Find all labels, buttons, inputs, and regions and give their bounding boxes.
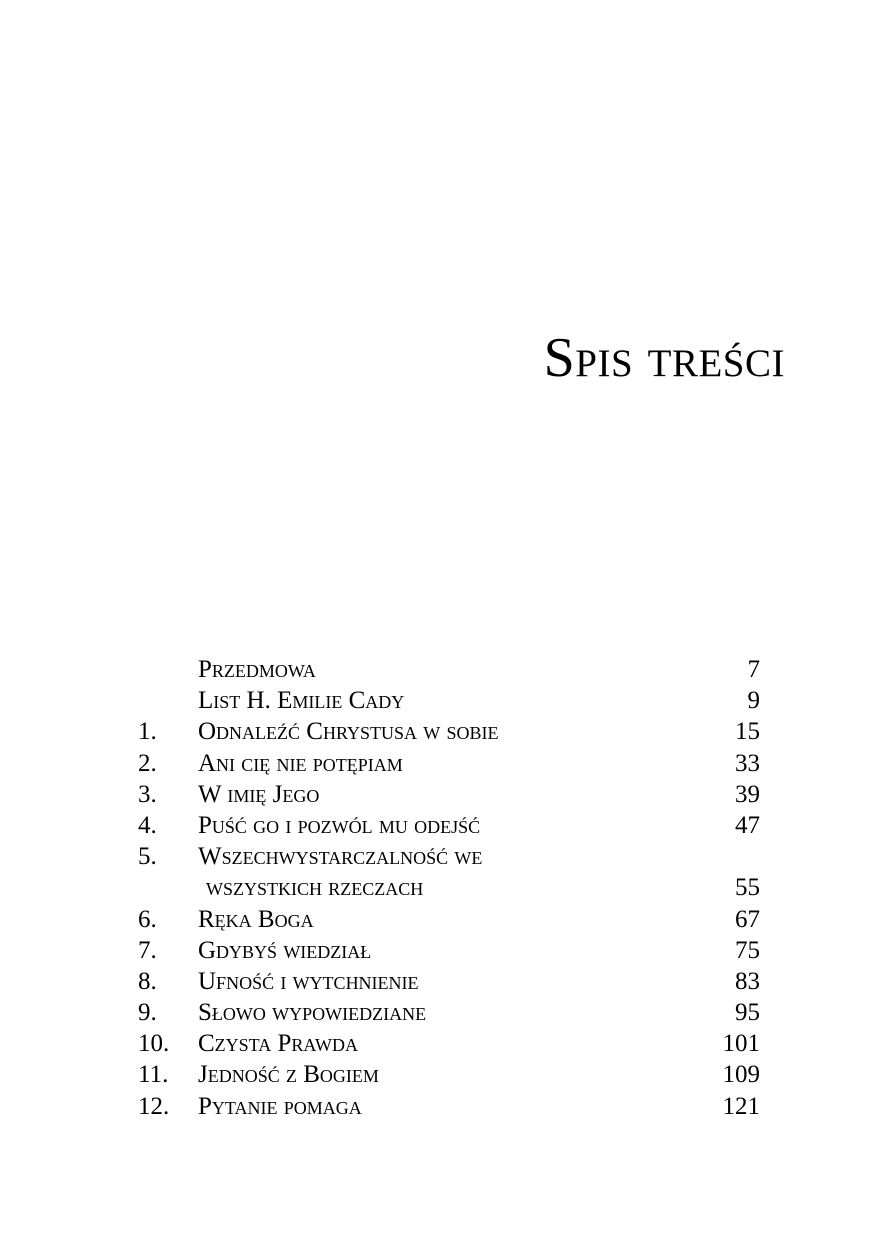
toc-entry-number: 7. bbox=[138, 936, 157, 964]
toc-entry-page: 55 bbox=[735, 874, 760, 902]
toc-entry bbox=[120, 810, 760, 841]
toc-entry bbox=[120, 748, 760, 779]
toc-entry-number: 12. bbox=[138, 1092, 170, 1120]
toc-entry-title: Wszechwystarczalność we bbox=[198, 843, 483, 871]
toc-entry-page: 39 bbox=[735, 780, 760, 808]
toc-entry-page: 101 bbox=[722, 1030, 760, 1058]
toc-entry-title: Puść go i pozwól mu odejść bbox=[198, 811, 481, 839]
toc-entry bbox=[120, 966, 760, 997]
toc-entry bbox=[120, 654, 760, 685]
toc-entry-page: 67 bbox=[735, 905, 760, 933]
toc-entry-title: Przedmowa bbox=[198, 656, 316, 683]
toc-entry-number: 6. bbox=[138, 905, 157, 933]
toc-entry-page: 109 bbox=[722, 1061, 760, 1089]
toc-entry-continuation bbox=[120, 872, 760, 903]
table-of-contents bbox=[120, 654, 760, 1122]
toc-entry-page: 83 bbox=[735, 967, 760, 995]
toc-entry bbox=[120, 841, 760, 872]
toc-entry-number: 2. bbox=[138, 749, 157, 777]
toc-entry-page: 9 bbox=[747, 687, 760, 715]
toc-entry-number bbox=[120, 872, 198, 903]
toc-entry bbox=[120, 1028, 760, 1059]
toc-entry-title: List H. Emilie Cady bbox=[198, 687, 405, 715]
toc-entry bbox=[120, 779, 760, 810]
toc-entry bbox=[120, 997, 760, 1028]
toc-entry bbox=[120, 1091, 760, 1122]
toc-entry-number: 8. bbox=[138, 967, 157, 995]
toc-entry-number: 4. bbox=[138, 811, 157, 839]
toc-entry-title: Ręka Boga bbox=[198, 905, 314, 933]
toc-entry-number: 10. bbox=[138, 1030, 170, 1058]
toc-entry-page: 75 bbox=[735, 936, 760, 964]
toc-entry-number: 9. bbox=[138, 999, 157, 1027]
toc-entry-title: Czysta Prawda bbox=[198, 1030, 358, 1058]
toc-entry-title: Jedność z Bogiem bbox=[198, 1061, 379, 1089]
toc-entry-title: Odnaleźć Chrystusa w sobie bbox=[198, 718, 499, 746]
toc-entry-title: wszystkich rzeczach bbox=[206, 874, 424, 902]
toc-entry-number: 5. bbox=[138, 843, 157, 871]
toc-entry-title: Słowo wypowiedziane bbox=[198, 999, 427, 1027]
toc-entry-page: 7 bbox=[747, 656, 760, 683]
toc-entry bbox=[120, 685, 760, 716]
toc-entry-number bbox=[120, 685, 198, 716]
toc-entry-number bbox=[120, 654, 198, 685]
toc-entry-number: 3. bbox=[138, 780, 157, 808]
toc-entry bbox=[120, 935, 760, 966]
toc-entry-title: Pytanie pomaga bbox=[198, 1092, 362, 1120]
toc-entry-title: Ufność i wytchnienie bbox=[198, 967, 419, 995]
page-title: Spis treści bbox=[543, 327, 785, 389]
toc-entry bbox=[120, 1059, 760, 1090]
toc-entry-page: 15 bbox=[735, 718, 760, 746]
toc-entry-page: 121 bbox=[722, 1092, 760, 1120]
toc-entry-page: 33 bbox=[735, 749, 760, 777]
toc-entry-number: 11. bbox=[138, 1061, 169, 1089]
toc-entry bbox=[120, 904, 760, 935]
toc-entry-title: Ani cię nie potępiam bbox=[198, 749, 403, 777]
toc-entry-title: W imię Jego bbox=[198, 780, 320, 808]
toc-entry-page: 95 bbox=[735, 999, 760, 1027]
toc-entry bbox=[120, 716, 760, 747]
toc-entry-page: 47 bbox=[735, 811, 760, 839]
toc-entry-title: Gdybyś wiedział bbox=[198, 936, 372, 964]
toc-entry-number: 1. bbox=[138, 718, 157, 746]
